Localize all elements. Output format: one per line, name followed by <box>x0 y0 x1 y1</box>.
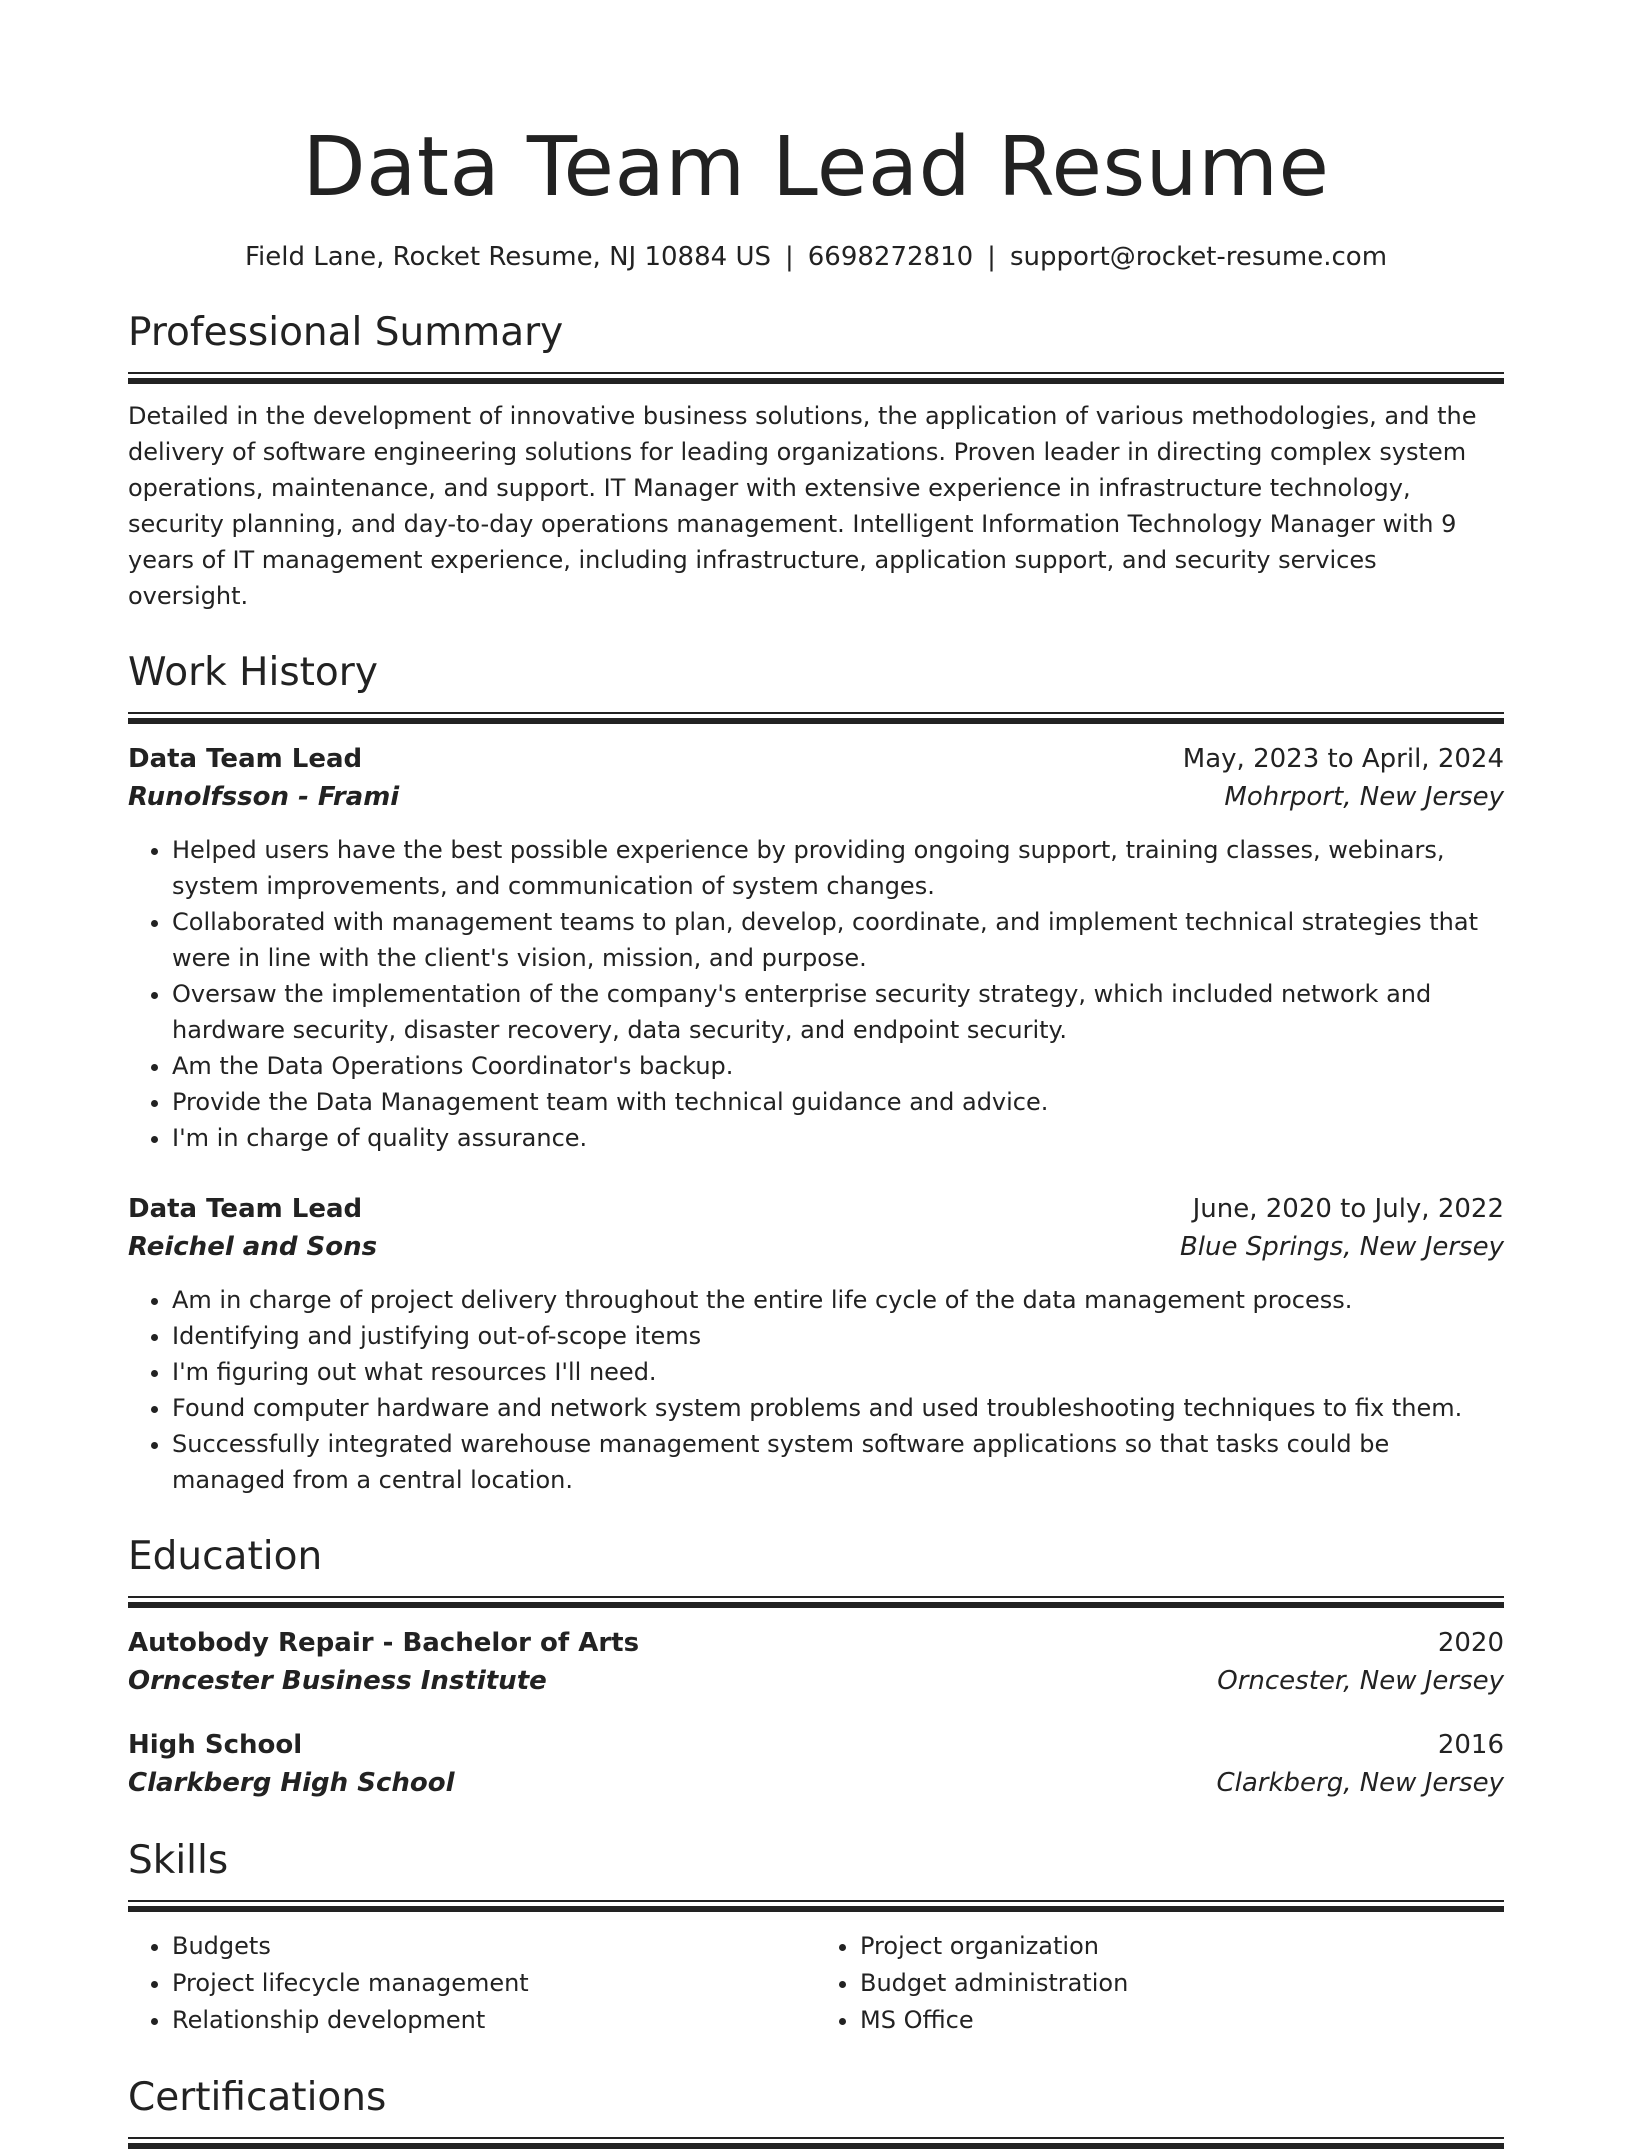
skills-section <box>128 1836 1504 2039</box>
skills-columns <box>128 1928 1504 2039</box>
education-school: Orncester Business Institute <box>128 1666 547 1696</box>
list-item: • Am in charge of project delivery throughout the entire life cycle of the data management process. <box>172 1282 1504 1318</box>
summary-text: Detailed in the development of innovative business solutions, the application of various methodologies, and the delivery of software engineering solutions for leading organizations. Proven leader in directing complex system operations, maintenance, and support. IT Manager with extensive experience in infrastructure technology, security planning, and day-to-day operations management. Intelligent Information Technology Manager with 9 years of IT management experience, including infrastructure, application support, and security services oversight. <box>128 402 1477 610</box>
list-item: • Provide the Data Management team with technical guidance and advice. <box>172 1084 1504 1120</box>
contact-address: Field Lane, Rocket Resume, NJ 10884 US <box>244 242 771 272</box>
list-item: • I'm figuring out what resources I'll need. <box>172 1354 1504 1390</box>
skill-item: • Budgets <box>172 1928 816 1965</box>
education-year: 2016 <box>1437 1730 1504 1760</box>
summary-section <box>128 308 1504 614</box>
education-degree: High School <box>128 1730 303 1760</box>
section-heading: Education <box>128 1534 323 1579</box>
skill-item: • Relationship development <box>172 2002 816 2039</box>
job-bullets <box>128 832 1504 1156</box>
skill-item: • Project organization <box>860 1928 1504 1965</box>
skills-list-right <box>816 1928 1504 2039</box>
section-divider <box>128 1596 1504 1608</box>
job-entry <box>128 740 1504 1156</box>
job-company: Reichel and Sons <box>128 1232 378 1262</box>
education-section <box>128 1532 1504 1802</box>
job-entry <box>128 1190 1504 1498</box>
section-heading: Skills <box>128 1838 229 1883</box>
list-item: • Collaborated with management teams to plan, develop, coordinate, and implement technical strategies that were in line with the client's vision, mission, and purpose. <box>172 904 1504 976</box>
education-entry <box>128 1624 1504 1700</box>
contact-phone: 6698272810 <box>807 242 974 272</box>
job-title: Data Team Lead <box>128 1194 363 1224</box>
education-school: Clarkberg High School <box>128 1768 455 1798</box>
list-item: • Helped users have the best possible experience by providing ongoing support, training classes, webinars, system improvements, and communication of system changes. <box>172 832 1504 904</box>
section-divider <box>128 2137 1504 2149</box>
contact-line <box>128 240 1504 274</box>
education-entry <box>128 1726 1504 1802</box>
skill-item: • MS Office <box>860 2002 1504 2039</box>
job-dates: May, 2023 to April, 2024 <box>1182 744 1504 774</box>
list-item: • Found computer hardware and network system problems and used troubleshooting techniques to fix them. <box>172 1390 1504 1426</box>
list-item: • I'm in charge of quality assurance. <box>172 1120 1504 1156</box>
job-dates: June, 2020 to July, 2022 <box>1192 1194 1504 1224</box>
job-title: Data Team Lead <box>128 744 363 774</box>
list-item: • Am the Data Operations Coordinator's backup. <box>172 1048 1504 1084</box>
job-location: Blue Springs, New Jersey <box>1179 1232 1504 1262</box>
section-heading: Certifications <box>128 2075 387 2120</box>
resume-title: Data Team Lead Resume <box>302 120 1330 215</box>
contact-email: support@rocket-resume.com <box>1009 242 1388 272</box>
section-divider <box>128 1900 1504 1912</box>
job-bullets <box>128 1282 1504 1498</box>
education-location: Clarkberg, New Jersey <box>1216 1768 1504 1798</box>
education-location: Orncester, New Jersey <box>1217 1666 1504 1696</box>
list-item: • Identifying and justifying out-of-scope items <box>172 1318 1504 1354</box>
skills-list-left <box>128 1928 816 2039</box>
contact-separator: | <box>987 242 996 272</box>
job-location: Mohrport, New Jersey <box>1224 782 1504 812</box>
contact-separator: | <box>784 242 794 272</box>
work-history-section <box>128 648 1504 1498</box>
list-item: • Oversaw the implementation of the company's enterprise security strategy, which included network and hardware security, disaster recovery, data security, and endpoint security. <box>172 976 1504 1048</box>
certifications-section <box>128 2073 1504 2149</box>
section-heading: Work History <box>128 650 378 695</box>
education-degree: Autobody Repair - Bachelor of Arts <box>128 1628 640 1658</box>
skill-item: • Budget administration <box>860 1965 1504 2002</box>
education-year: 2020 <box>1437 1628 1504 1658</box>
job-company: Runolfsson - Frami <box>128 782 400 812</box>
skill-item: • Project lifecycle management <box>172 1965 816 2002</box>
section-divider <box>128 712 1504 724</box>
list-item: • Successfully integrated warehouse management system software applications so that tasks could be managed from a central location. <box>172 1426 1504 1498</box>
section-heading: Professional Summary <box>128 310 564 355</box>
section-divider <box>128 372 1504 384</box>
